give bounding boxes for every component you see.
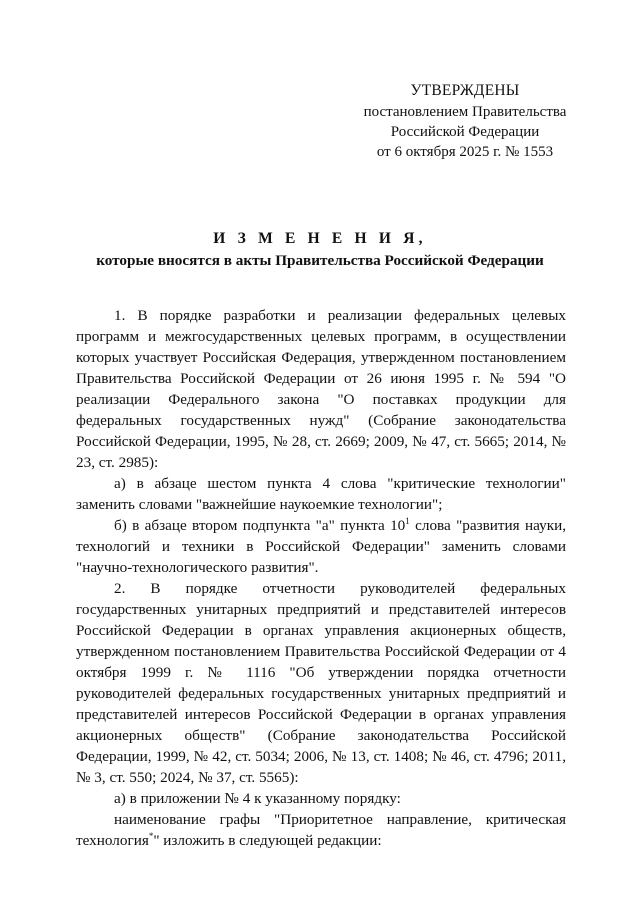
approval-block <box>330 81 600 162</box>
paragraph-2: 2. В порядке отчетности руководителей федеральных государственных унитарных предприятий и представителей интересов Российской Федерации в органах управления акционерных обществ, утвержденном постановлением Правительства Российской Федерации от 4 октября 1999 г. № 1116 "Об утверждении порядка отчетности руководителей федеральных государственных унитарных предприятий и представителей интересов Российской Федерации в органах управления акционерных обществ" (Собрание законодательства Российской Федерации, 1999, № 42, ст. 5034; 2006, № 13, ст. 1408; № 46, ст. 4796; 2011, № 3, ст. 550; 2024, № 37, ст. 5565): <box>76 580 566 786</box>
document-title: И З М Е Н Е Н И Я, <box>213 230 427 247</box>
approval-line-2: Российской Федерации <box>390 124 540 140</box>
paragraph-2b-text-end: " изложить в следующей редакции: <box>153 832 382 849</box>
paragraph-2b <box>76 809 566 851</box>
approval-heading: УТВЕРЖДЕНЫ <box>410 82 520 99</box>
paragraph-2b-text: наименование графы "Приоритетное направление, критическая технология <box>76 811 566 849</box>
paragraph-1b-text-end: слова "развития науки, технологий и техники в Российской Федерации" заменить словами "научно-технологического развития". <box>76 517 567 576</box>
paragraph-1a: а) в абзаце шестом пункта 4 слова "критические технологии" заменить словами "важнейшие наукоемкие технологии"; <box>76 475 566 513</box>
document-subtitle: которые вносятся в акты Правительства Российской Федерации <box>96 252 544 269</box>
document-body <box>76 305 566 851</box>
paragraph-2a: а) в приложении № 4 к указанному порядку: <box>114 790 401 807</box>
paragraph-1b-text: б) в абзаце втором подпункта "а" пункта 10 <box>114 517 406 534</box>
paragraph-1b <box>76 515 566 578</box>
approval-line-3: от 6 октября 2025 г. № 1553 <box>376 144 554 160</box>
approval-line-1: постановлением Правительства <box>363 104 567 120</box>
paragraph-1: 1. В порядке разработки и реализации федеральных целевых программ и межгосударственных целевых программ, в осуществлении которых участвует Российская Федерация, утвержденном постановлением Правительства Российской Федерации от 26 июня 1995 г. № 594 "О реализации Федерального закона "О поставках продукции для федеральных государственных нужд" (Собрание законодательства Российской Федерации, 1995, № 28, ст. 2669; 2009, № 47, ст. 5665; 2014, № 23, ст. 2985): <box>76 307 566 471</box>
paragraph-2b-superscript: * <box>148 830 154 841</box>
paragraph-1b-superscript: 1 <box>405 515 410 526</box>
